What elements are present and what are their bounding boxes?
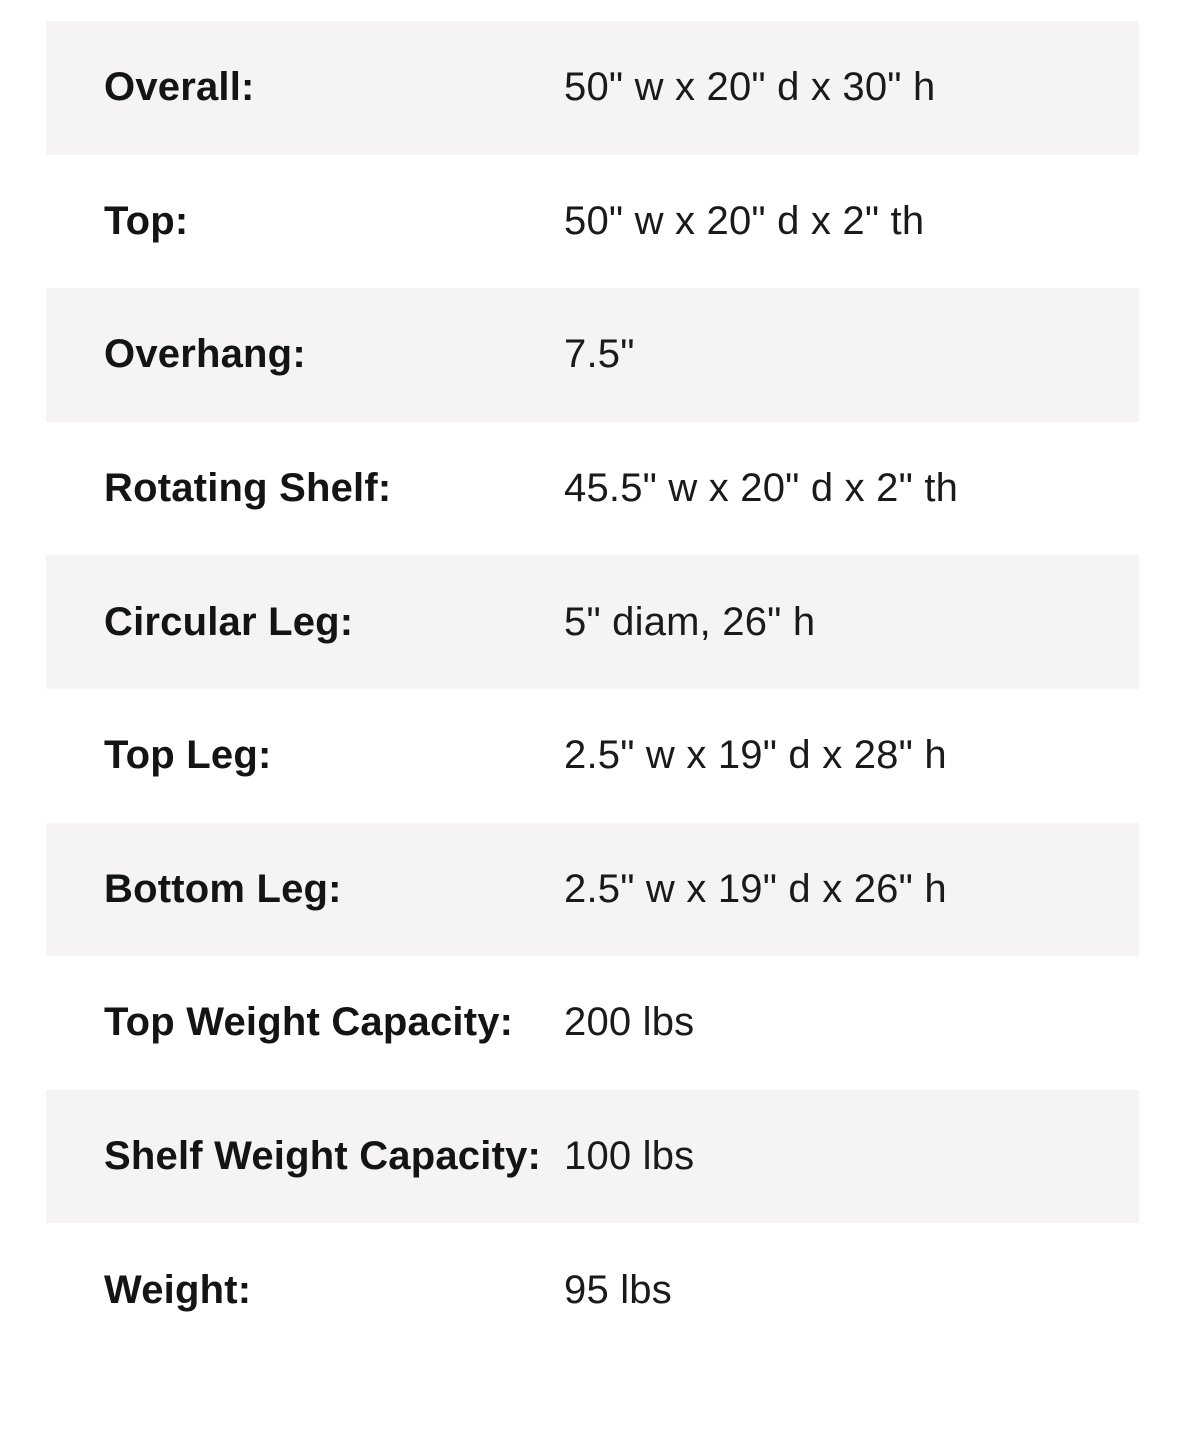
spec-row-overall	[46, 21, 1139, 155]
spec-value: 100 lbs	[564, 1134, 695, 1179]
spec-row-top	[46, 155, 1139, 289]
spec-label: Shelf Weight Capacity:	[104, 1134, 542, 1179]
spec-label: Top Weight Capacity:	[104, 1000, 514, 1045]
spec-value: 5" diam, 26" h	[564, 599, 816, 644]
spec-value: 2.5" w x 19" d x 28" h	[564, 733, 947, 778]
spec-value: 200 lbs	[564, 1000, 695, 1045]
dimensions-spec-table	[46, 21, 1139, 1357]
spec-label: Top Leg:	[104, 733, 272, 778]
spec-row-overhang	[46, 288, 1139, 422]
spec-row-rotating-shelf	[46, 422, 1139, 556]
spec-value: 45.5" w x 20" d x 2" th	[564, 466, 959, 511]
spec-label: Circular Leg:	[104, 599, 354, 644]
spec-value: 50" w x 20" d x 30" h	[564, 65, 936, 110]
spec-label: Overhang:	[104, 332, 306, 377]
spec-value: 2.5" w x 19" d x 26" h	[564, 866, 947, 911]
spec-label: Weight:	[104, 1267, 252, 1312]
spec-value: 95 lbs	[564, 1267, 672, 1312]
spec-label: Overall:	[104, 65, 255, 110]
spec-label: Bottom Leg:	[104, 866, 342, 911]
spec-row-bottom-leg	[46, 823, 1139, 957]
spec-label: Top:	[104, 198, 189, 243]
spec-row-shelf-weight-capacity	[46, 1090, 1139, 1224]
spec-value: 7.5"	[564, 332, 635, 377]
spec-row-top-leg	[46, 689, 1139, 823]
spec-row-circular-leg	[46, 555, 1139, 689]
spec-label: Rotating Shelf:	[104, 466, 392, 511]
spec-row-top-weight-capacity	[46, 956, 1139, 1090]
spec-value: 50" w x 20" d x 2" th	[564, 198, 925, 243]
spec-row-weight	[46, 1223, 1139, 1357]
